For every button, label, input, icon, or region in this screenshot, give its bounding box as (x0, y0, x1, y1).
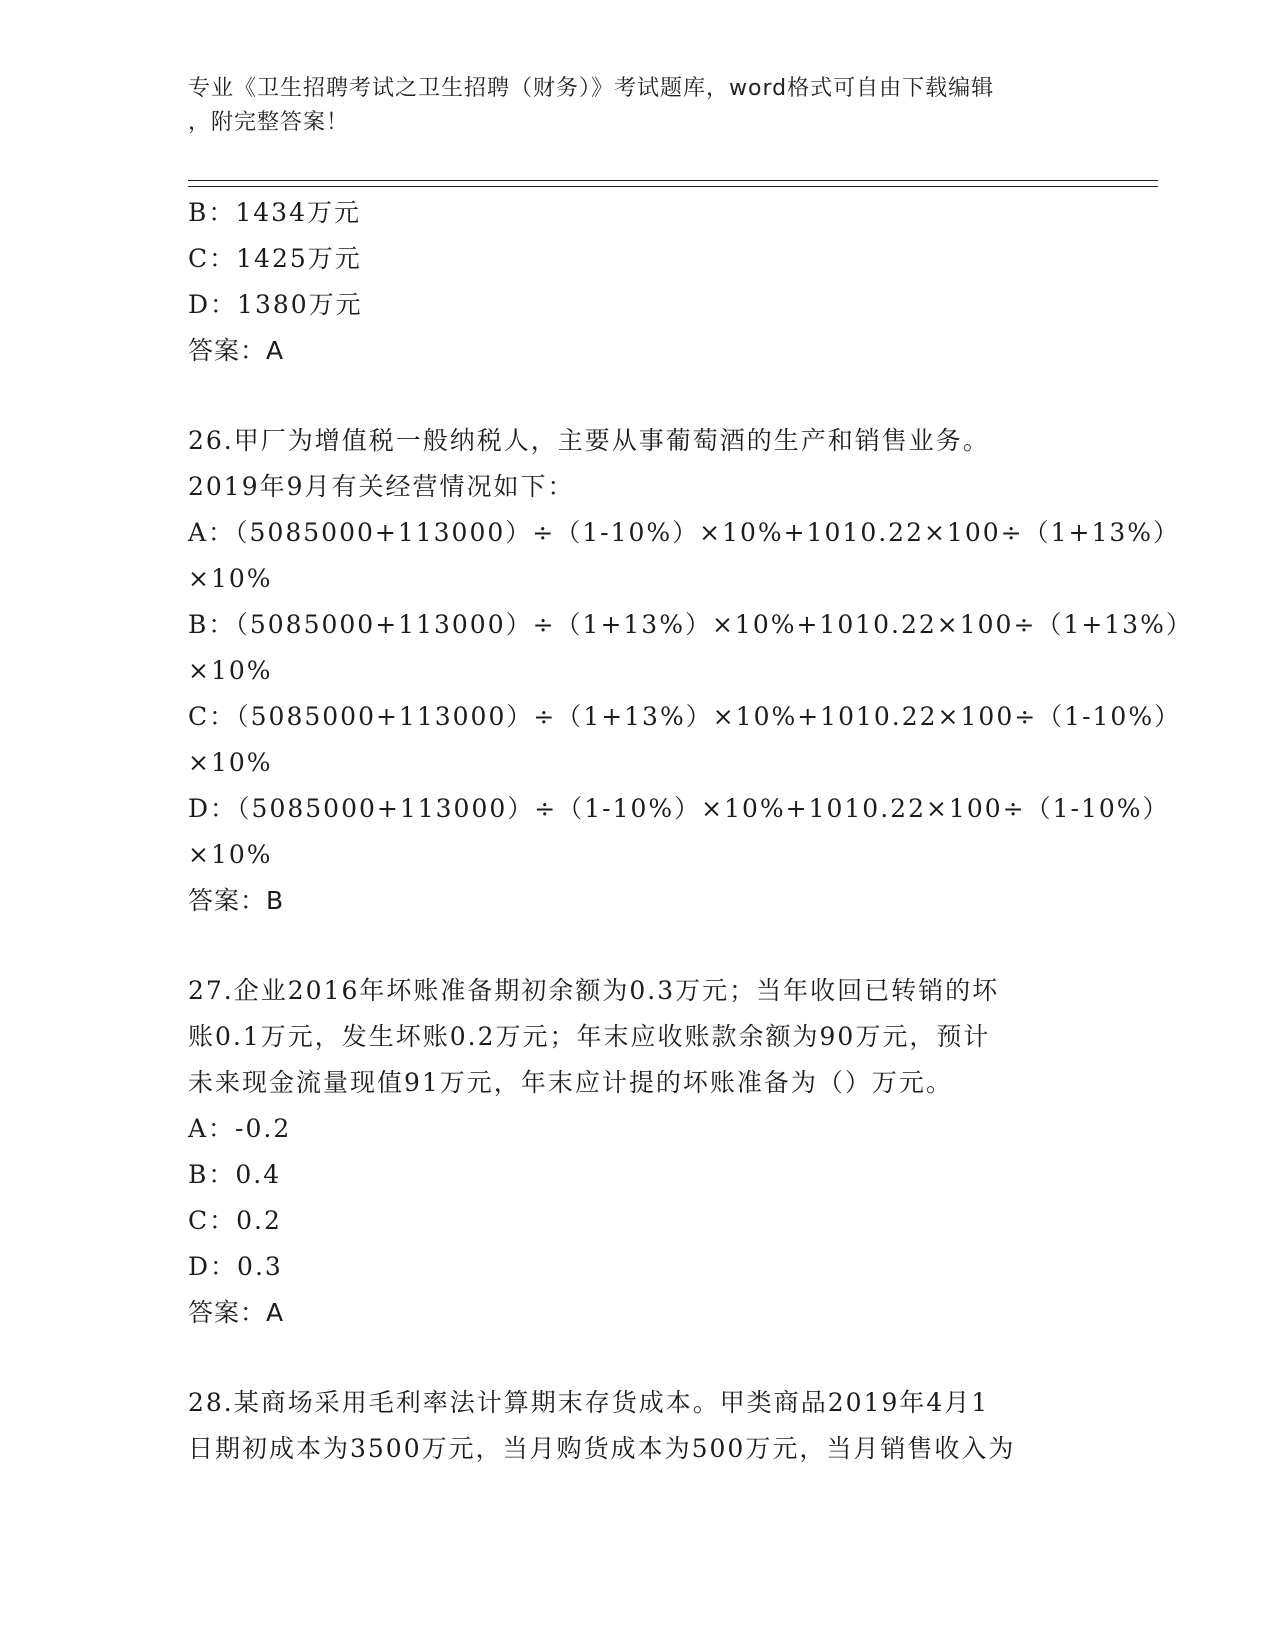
question-content (188, 190, 1193, 1472)
q27-option-a: A：-0.2 (188, 1114, 292, 1143)
q26-option-b-cont: ×10% (188, 656, 273, 685)
q26-option-c-cont: ×10% (188, 748, 273, 777)
q26-stem-line-2: 2019年9月有关经营情况如下： (188, 472, 575, 501)
spacer (188, 1336, 1088, 1380)
header-rule-top (188, 180, 1158, 181)
spacer (188, 924, 1088, 968)
document-header (188, 72, 1088, 140)
q26-option-a-cont: ×10% (188, 564, 273, 593)
q27-answer: 答案：A (188, 1298, 285, 1327)
q25-answer: 答案：A (188, 336, 285, 365)
q26-answer: 答案：B (188, 886, 285, 915)
q25-option-d: D：1380万元 (188, 290, 363, 319)
q27-option-c: C：0.2 (188, 1206, 282, 1235)
q27-option-b: B：0.4 (188, 1160, 282, 1189)
q27-stem-line-1: 27.企业2016年坏账准备期初余额为0.3万元；当年收回已转销的坏 (188, 976, 1000, 1005)
q25-option-c: C：1425万元 (188, 244, 362, 273)
q26-stem-line-1: 26.甲厂为增值税一般纳税人，主要从事葡萄酒的生产和销售业务。 (188, 426, 990, 455)
q26-option-c: C：（5085000+113000）÷（1+13%）×10%+1010.22×100÷（1-10%） (188, 702, 1182, 731)
q26-option-a: A：（5085000+113000）÷（1-10%）×10%+1010.22×100÷（1+13%） (188, 518, 1181, 547)
q27-option-d: D：0.3 (188, 1252, 283, 1281)
q26-option-b: B：（5085000+113000）÷（1+13%）×10%+1010.22×100÷（1+13%） (188, 610, 1193, 639)
question-28 (188, 1380, 1088, 1472)
q27-stem-line-3: 未来现金流量现值91万元，年末应计提的坏账准备为（）万元。 (188, 1068, 953, 1097)
q27-stem-line-2: 账0.1万元，发生坏账0.2万元；年末应收账款余额为90万元，预计 (188, 1022, 991, 1051)
spacer (188, 374, 1088, 418)
q26-option-d-cont: ×10% (188, 840, 273, 869)
q28-stem-line-1: 28.某商场采用毛利率法计算期末存货成本。甲类商品2019年4月1 (188, 1388, 990, 1417)
header-rule-bottom (188, 186, 1158, 187)
q28-stem-line-2: 日期初成本为3500万元，当月购货成本为500万元，当月销售收入为 (188, 1434, 1016, 1463)
header-title-line-1: 专业《卫生招聘考试之卫生招聘（财务）》考试题库，word格式可自由下载编辑 (188, 76, 995, 101)
question-27 (188, 968, 1088, 1336)
q25-option-b: B：1434万元 (188, 198, 361, 227)
q26-option-d: D：（5085000+113000）÷（1-10%）×10%+1010.22×100÷（1-10%） (188, 794, 1170, 823)
question-25 (188, 190, 1088, 374)
question-26 (188, 418, 1193, 924)
header-title-line-2: ，附完整答案！ (188, 110, 350, 135)
